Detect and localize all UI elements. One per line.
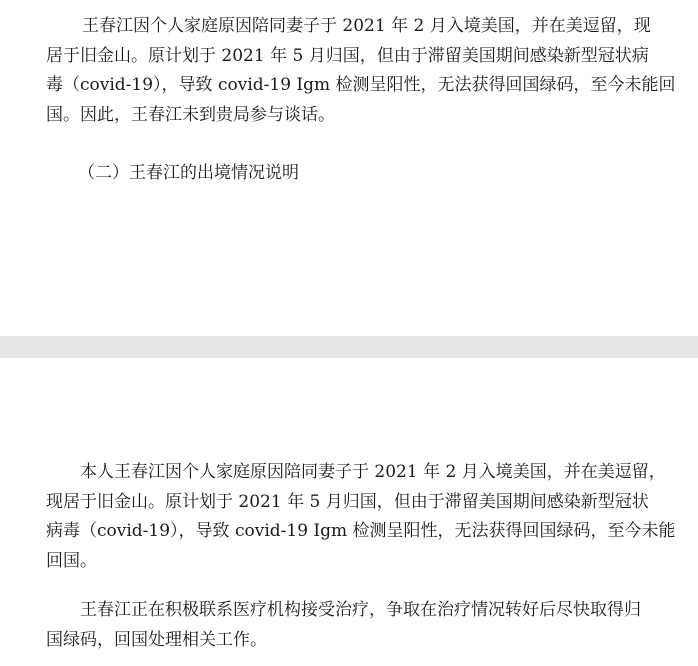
page-separator xyxy=(0,336,698,358)
heading-text: （二）王春江的出境情况说明 xyxy=(78,163,299,183)
paragraph-line: 本人王春江因个人家庭原因陪同妻子于 2021 年 2 月入境美国，并在美逗留， xyxy=(80,462,666,482)
paragraph-line: 回国。 xyxy=(46,550,97,571)
paragraph-line: 国。因此，王春江未到贵局参与谈话。 xyxy=(46,104,335,125)
document-page-2 xyxy=(0,358,698,666)
paragraph-statement xyxy=(46,458,676,576)
paragraph-treatment xyxy=(46,596,641,655)
paragraph-line: 现居于旧金山。原计划于 2021 年 5 月归国，但由于滞留美国期间感染新型冠状 xyxy=(46,491,649,512)
paragraph-line: 病毒（covid-19），导致 covid-19 Igm 检测呈阳性，无法获得回国绿码，至今未能 xyxy=(46,521,676,541)
paragraph-circumstances xyxy=(46,12,676,130)
section-heading xyxy=(78,159,299,189)
paragraph-line: 王春江因个人家庭原因陪同妻子于 2021 年 2 月入境美国，并在美逗留，现 xyxy=(82,16,651,36)
paragraph-line: 王春江正在积极联系医疗机构接受治疗，争取在治疗情况转好后尽快取得归 xyxy=(80,600,641,620)
paragraph-line: 国绿码，回国处理相关工作。 xyxy=(46,629,267,650)
paragraph-line: 居于旧金山。原计划于 2021 年 5 月归国，但由于滞留美国期间感染新型冠状病 xyxy=(46,45,649,66)
paragraph-line: 毒（covid-19），导致 covid-19 Igm 检测呈阳性，无法获得回国绿码，至今未能回 xyxy=(46,75,676,95)
